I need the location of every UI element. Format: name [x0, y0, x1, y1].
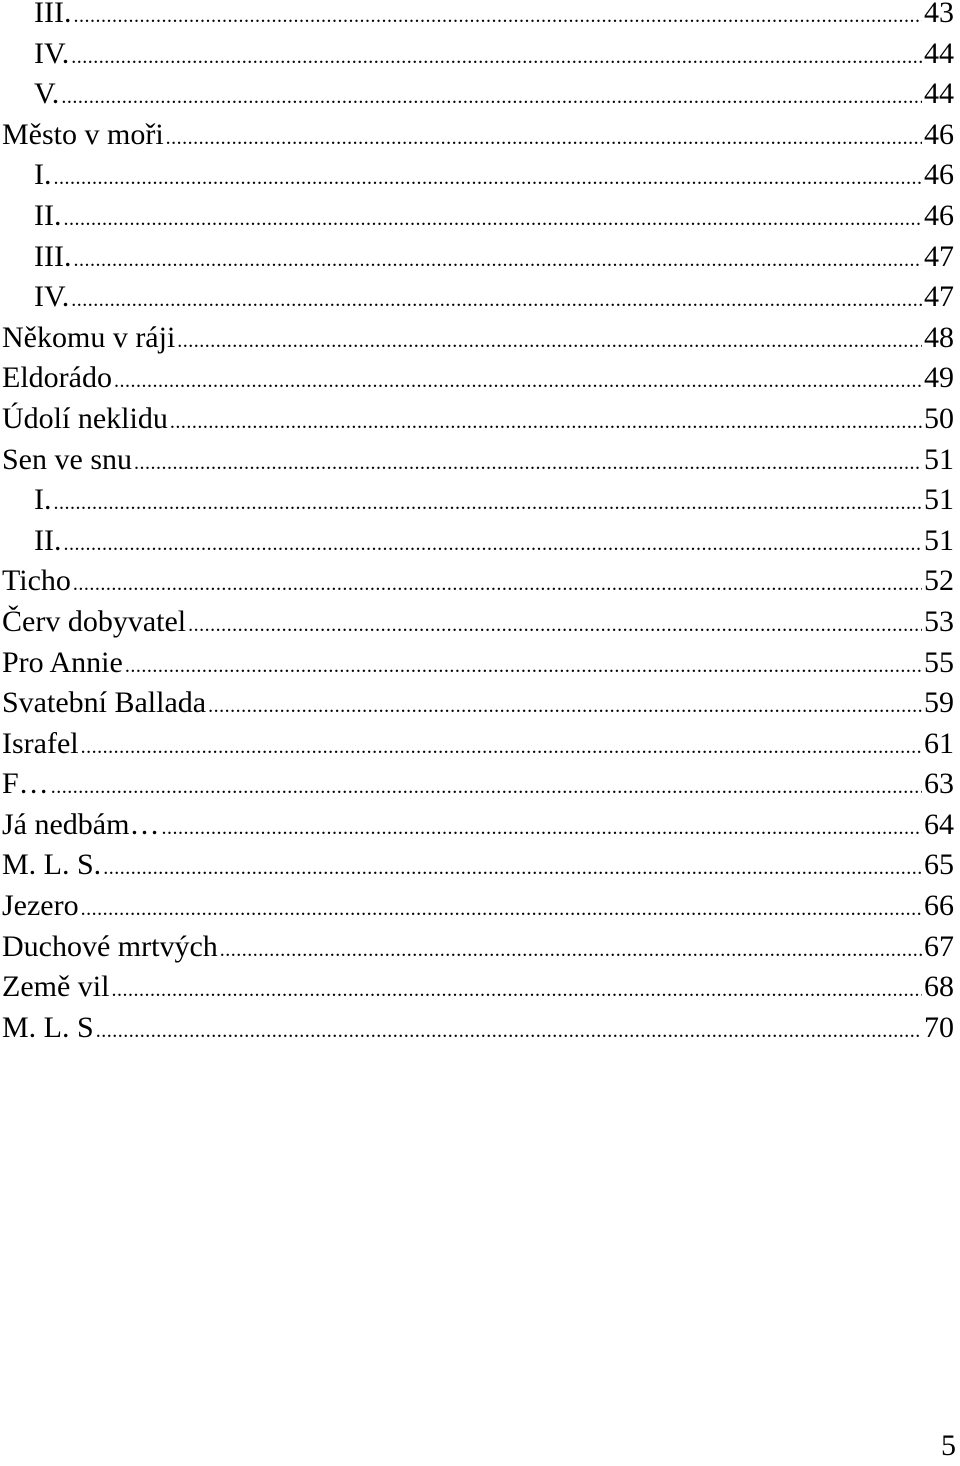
- dot-leader: [170, 402, 922, 443]
- toc-entry-title: Ticho: [2, 564, 71, 598]
- toc-entry-page: 68: [924, 970, 954, 1004]
- toc-entry-page: 65: [924, 848, 954, 882]
- toc-entry[interactable]: [2, 643, 954, 684]
- dot-leader: [71, 37, 922, 78]
- dot-leader: [166, 118, 922, 159]
- toc-entry-page: 51: [924, 483, 954, 517]
- toc-entry-page: 63: [924, 767, 954, 801]
- toc-entry[interactable]: [2, 0, 954, 34]
- toc-entry-page: 49: [924, 361, 954, 395]
- toc-entry[interactable]: [2, 602, 954, 643]
- toc-entry-page: 70: [924, 1010, 954, 1044]
- toc-entry[interactable]: [2, 683, 954, 724]
- toc-entry-title: IV.: [34, 280, 70, 314]
- toc-entry[interactable]: [2, 1008, 954, 1049]
- toc-entry-title: F…: [2, 767, 49, 801]
- toc-entry-page: 46: [924, 198, 954, 232]
- toc-entry[interactable]: [2, 155, 954, 196]
- dot-leader: [111, 970, 922, 1011]
- dot-leader: [63, 199, 922, 240]
- toc-entry[interactable]: [2, 805, 954, 846]
- dot-leader: [177, 321, 922, 362]
- toc-entry[interactable]: [2, 927, 954, 968]
- dot-leader: [188, 605, 922, 646]
- toc-entry-title: Jezero: [2, 889, 79, 923]
- toc-entry-title: II.: [34, 523, 62, 557]
- toc-entry-page: 46: [924, 158, 954, 192]
- toc-entry[interactable]: [2, 886, 954, 927]
- toc-entry-page: 59: [924, 686, 954, 720]
- dot-leader: [208, 686, 922, 727]
- dot-leader: [63, 524, 922, 565]
- toc-entry[interactable]: [2, 480, 954, 521]
- toc-entry[interactable]: [2, 115, 954, 156]
- toc-entry[interactable]: [2, 196, 954, 237]
- dot-leader: [220, 930, 922, 971]
- dot-leader: [134, 443, 922, 484]
- toc-entry-title: I.: [34, 483, 52, 517]
- toc-entry-title: M. L. S: [2, 1010, 94, 1044]
- toc-entry-title: I.: [34, 158, 52, 192]
- dot-leader: [125, 646, 922, 687]
- dot-leader: [54, 158, 923, 199]
- dot-leader: [81, 889, 922, 930]
- toc-entry-title: Někomu v ráji: [2, 320, 176, 354]
- toc-entry-title: II.: [34, 198, 62, 232]
- toc-entry-title: M. L. S.: [2, 848, 102, 882]
- toc-entry[interactable]: [2, 277, 954, 318]
- toc-entry-page: 47: [924, 280, 954, 314]
- dot-leader: [51, 767, 922, 808]
- toc-entry-page: 53: [924, 604, 954, 638]
- toc-entry-title: Svatební Ballada: [2, 686, 207, 720]
- toc-entry[interactable]: [2, 521, 954, 562]
- toc-entry[interactable]: [2, 764, 954, 805]
- toc-entry-page: 55: [924, 645, 954, 679]
- toc-entry-page: 44: [924, 36, 954, 70]
- toc-entry-title: Sen ve snu: [2, 442, 132, 476]
- toc-entry-title: Eldorádo: [2, 361, 112, 395]
- toc-entry-page: 52: [924, 564, 954, 598]
- toc-entry-title: V.: [34, 77, 60, 111]
- dot-leader: [71, 280, 922, 321]
- toc-entry-title: Duchové mrtvých: [2, 929, 218, 963]
- toc-entry[interactable]: [2, 440, 954, 481]
- toc-entry[interactable]: [2, 237, 954, 278]
- toc-entry[interactable]: [2, 318, 954, 359]
- toc-entry-title: Červ dobyvatel: [2, 604, 187, 638]
- dot-leader: [54, 483, 923, 524]
- toc-entry-title: Země vil: [2, 970, 110, 1004]
- dot-leader: [81, 727, 922, 768]
- toc-entry-page: 51: [924, 523, 954, 557]
- toc-entry[interactable]: [2, 724, 954, 765]
- dot-leader: [161, 808, 922, 849]
- toc-entry[interactable]: [2, 358, 954, 399]
- toc-entry-title: IV.: [34, 36, 70, 70]
- dot-leader: [103, 848, 922, 889]
- toc-entry-title: Israfel: [2, 726, 79, 760]
- toc-entry[interactable]: [2, 399, 954, 440]
- toc-entry-page: 61: [924, 726, 954, 760]
- dot-leader: [114, 361, 922, 402]
- dot-leader: [73, 240, 922, 281]
- toc-entry-page: 64: [924, 807, 954, 841]
- toc-entry[interactable]: [2, 34, 954, 75]
- toc-entry-title: Pro Annie: [2, 645, 123, 679]
- toc-entry-title: Já nedbám…: [2, 807, 160, 841]
- toc-entry-page: 51: [924, 442, 954, 476]
- toc-entry-title: Město v moři: [2, 117, 164, 151]
- dot-leader: [73, 0, 922, 37]
- toc-entry-title: Údolí neklidu: [2, 401, 168, 435]
- toc-entry-page: 50: [924, 401, 954, 435]
- toc-entry-title: III.: [34, 0, 72, 29]
- toc-entry[interactable]: [2, 967, 954, 1008]
- toc-entry[interactable]: [2, 561, 954, 602]
- toc-entry[interactable]: [2, 74, 954, 115]
- toc-entry-page: 48: [924, 320, 954, 354]
- dot-leader: [73, 564, 922, 605]
- dot-leader: [96, 1011, 922, 1052]
- page-number: 5: [941, 1429, 956, 1462]
- dot-leader: [61, 77, 922, 118]
- toc-entry-page: 47: [924, 239, 954, 273]
- toc-entry-page: 67: [924, 929, 954, 963]
- toc-entry-page: 43: [924, 0, 954, 29]
- toc-entry[interactable]: [2, 845, 954, 886]
- toc-entry-title: III.: [34, 239, 72, 273]
- toc-entry-page: 46: [924, 117, 954, 151]
- table-of-contents: [2, 0, 954, 1048]
- toc-entry-page: 66: [924, 889, 954, 923]
- toc-entry-page: 44: [924, 77, 954, 111]
